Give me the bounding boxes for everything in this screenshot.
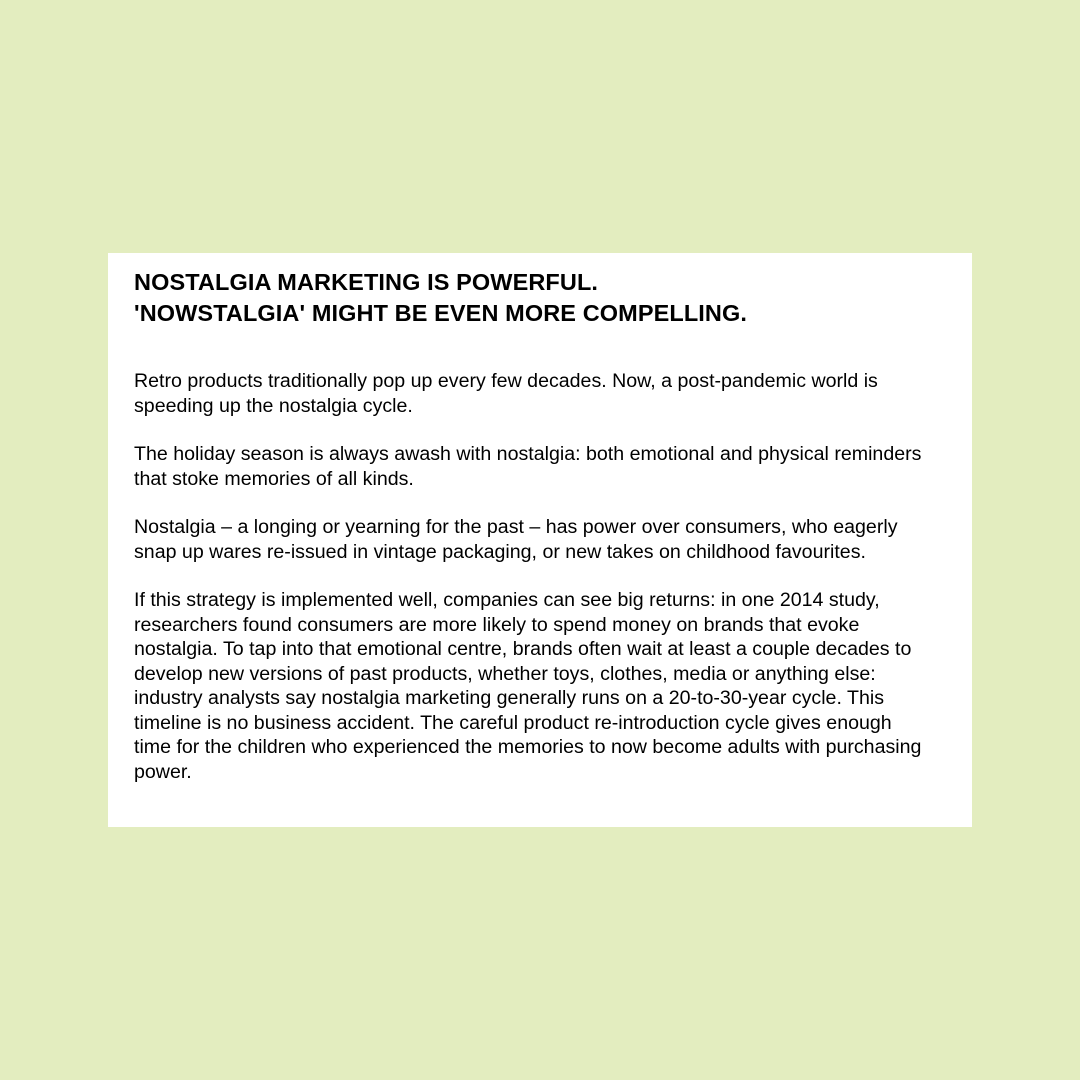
headline-line-2: 'NOWSTALGIA' MIGHT BE EVEN MORE COMPELLING. bbox=[134, 300, 747, 326]
article-card bbox=[108, 253, 972, 827]
article-headline bbox=[134, 267, 932, 329]
paragraph-2: The holiday season is always awash with nostalgia: both emotional and physical reminders that stoke memories of all kinds. bbox=[134, 443, 922, 490]
paragraph-3: Nostalgia – a longing or yearning for the past – has power over consumers, who eagerly snap up wares re-issued in vintage packaging, or new takes on childhood favourites. bbox=[134, 516, 898, 563]
article-body bbox=[134, 369, 932, 784]
paragraph-1: Retro products traditionally pop up every few decades. Now, a post-pandemic world is speeding up the nostalgia cycle. bbox=[134, 370, 878, 417]
headline-line-1: NOSTALGIA MARKETING IS POWERFUL. bbox=[134, 269, 599, 295]
paragraph-4: If this strategy is implemented well, companies can see big returns: in one 2014 study, researchers found consumers are more likely to spend money on brands that evoke nostalgia. To tap into that emotional centre, brands often wait at least a couple decades to develop new versions of past products, whether toys, clothes, media or anything else: industry analysts say nostalgia marketing generally runs on a 20-to-30-year cycle. This timeline is no business accident. The careful product re-introduction cycle gives enough time for the children who experienced the memories to now become adults with purchasing power. bbox=[134, 589, 922, 783]
